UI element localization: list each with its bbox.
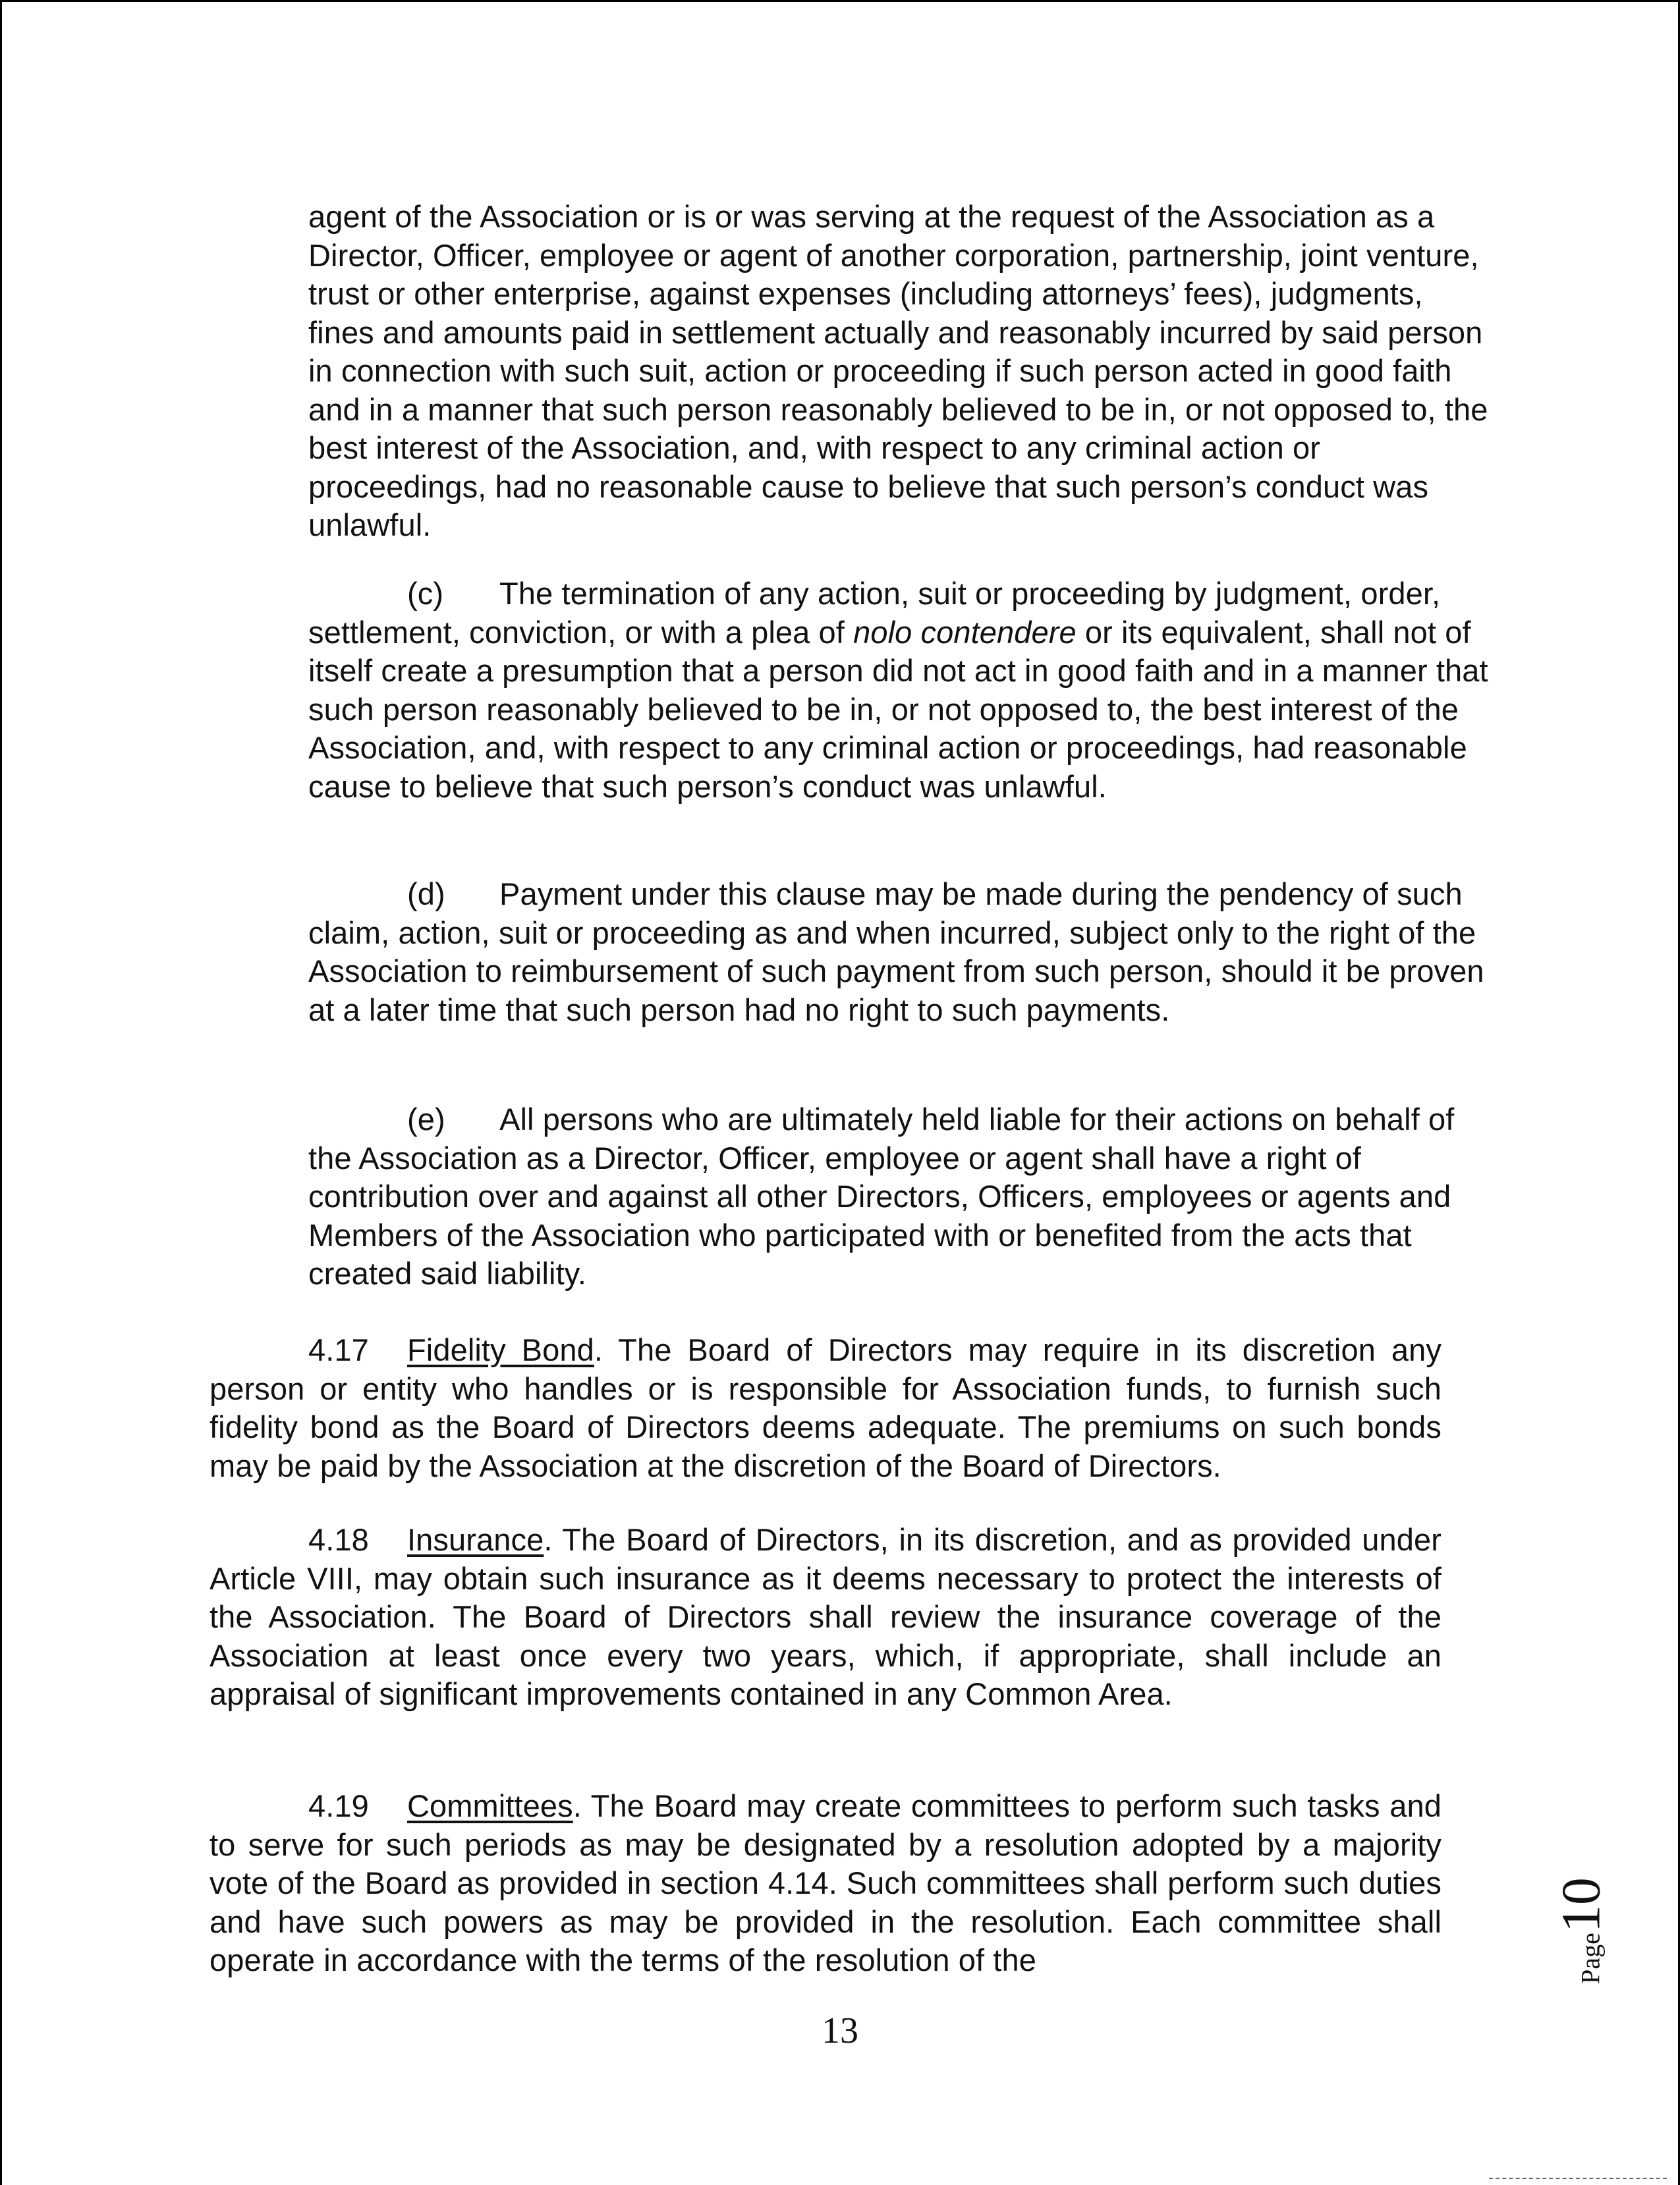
paragraph-c-italic: nolo contendere (853, 614, 1077, 650)
paragraph-c (308, 575, 1494, 806)
section-4-17 (210, 1331, 1442, 1485)
paragraph-intro (308, 198, 1494, 545)
paragraph-intro-text: agent of the Association or is or was serving at the request of the Association as a Director, Officer, employee or agent of another corporation, partnership, joint venture, trust or other enterprise, against expenses (including attorneys’ fees), judgments, fines and amounts paid in settlement actually and reasonably incurred by said person in connection with such suit, action or proceeding if such person acted in good faith and in a manner that such person reasonably believed to be in, or not opposed to, the best interest of the Association, and, with respect to any criminal action or proceedings, had no reasonable cause to believe that such person’s conduct was unlawful. (308, 199, 1488, 542)
page-number: 13 (822, 2010, 858, 2051)
page-stamp-word: Page (1575, 1933, 1606, 1984)
page-stamp (1542, 1852, 1621, 2010)
page-stamp-number: 10 (1550, 1877, 1612, 1933)
page-border-left (0, 0, 2, 2185)
section-4-19 (210, 1787, 1442, 1980)
paragraph-d-label: (d) (407, 876, 445, 911)
paragraph-e-text: All persons who are ultimately held liable for their actions on behalf of the Association as a Director, Officer, employee or agent shall have a right of contribution over and against all other Directors, Officers, employees or agents and Members of the Association who participated with or benefited from the acts that created said liability. (308, 1102, 1455, 1291)
scan-divider (1489, 2178, 1667, 2179)
paragraph-e (308, 1100, 1494, 1293)
paragraph-c-text-after: or its equivalent, shall not of itself create a presumption that a person did not act in good faith and in a manner that such person reasonably believed to be in, or not opposed to, the best interest of the Association, and, with respect to any criminal action or proceedings, had reasonable cause to believe that such person’s conduct was unlawful. (308, 614, 1488, 804)
paragraph-d-text: Payment under this clause may be made during the pendency of such claim, action, suit or proceeding as and when incurred, subject only to the right of the Association to reimbursement of such payment from such person, should it be proven at a later time that such person had no right to such payments. (308, 876, 1484, 1027)
paragraph-c-text-before: The termination of any action, suit or proceeding by judgment, order, settlement, conviction, or with a plea of (308, 576, 1441, 650)
section-4-17-text: . The Board of Directors may require in its discretion any person or entity who handles or is responsible for Association funds, to furnish such fidelity bond as the Board of Directors deems adequate. The premiums on such bonds may be paid by the Association at the discretion of the Board of Directors. (210, 1332, 1442, 1483)
paragraph-e-label: (e) (407, 1102, 445, 1137)
section-4-17-number: 4.17 (308, 1332, 369, 1367)
section-4-18 (210, 1521, 1442, 1714)
page-border-top (0, 0, 1680, 2)
section-4-17-heading: Fidelity Bond (407, 1332, 594, 1367)
paragraph-d (308, 875, 1494, 1029)
paragraph-c-label: (c) (407, 576, 444, 611)
section-4-19-text: . The Board may create committees to perform such tasks and to serve for such periods as may be designated by a resolution adopted by a majority vote of the Board as provided in section 4.14. Such committees shall perform such duties and have such powers as may be provided in the resolution. Each committee shall operate in accordance with the terms of the resolution of the (210, 1788, 1442, 1977)
section-4-18-heading: Insurance (407, 1522, 544, 1557)
section-4-19-heading: Committees (407, 1788, 573, 1823)
section-4-19-number: 4.19 (308, 1788, 369, 1823)
section-4-18-text: . The Board of Directors, in its discretion, and as provided under Article VIII, may obtain such insurance as it deems necessary to protect the interests of the Association. The Board of Directors shall review the insurance coverage of the Association at least once every two years, which, if appropriate, shall include an appraisal of significant improvements contained in any Common Area. (210, 1522, 1442, 1711)
section-4-18-number: 4.18 (308, 1522, 369, 1557)
page-stamp-text (1550, 1877, 1613, 1984)
